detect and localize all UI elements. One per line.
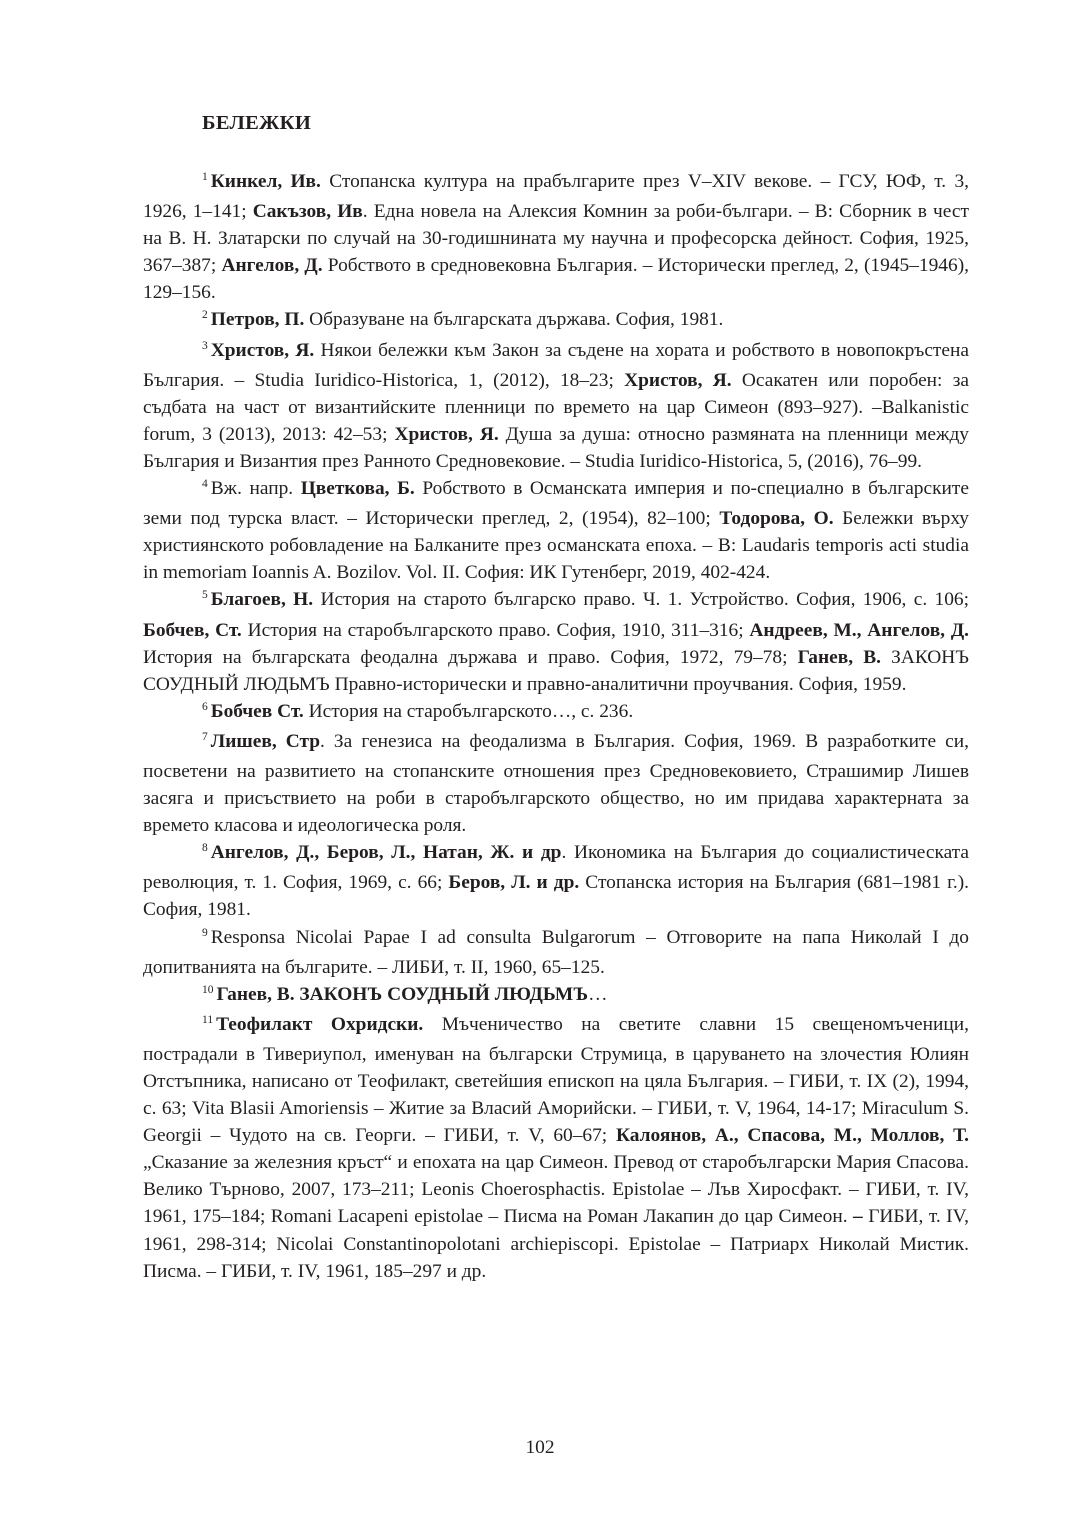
footnote-text: Стопанска култура на прабългарите през V–XIV векове. – ГСУ, ЮФ, т. 3, 1926, 1–141;	[143, 171, 969, 223]
footnote-number: 10	[202, 983, 214, 996]
footnote-text: История на старото българско право. Ч. 1. Устройство. София, 1906, с. 106;	[313, 589, 969, 611]
footnote-5	[143, 586, 969, 697]
footnote-text: История на старобългарското право. София, 1910, 311–316;	[241, 619, 750, 641]
footnote-number: 11	[202, 1013, 214, 1026]
footnote-text: Стопанска история на България (681–1981 г.). София, 1981.	[143, 872, 970, 921]
author-name: Христов, Я.	[394, 423, 499, 445]
section-heading: БЕЛЕЖКИ	[202, 112, 312, 134]
footnote-text: …	[588, 983, 608, 1005]
footnote-number: 6	[202, 700, 208, 713]
author-name: Благоев, Н.	[210, 589, 314, 611]
footnote-10	[143, 981, 969, 1011]
footnote-text: Бележки върху християнското робовладение на Балканите през османската епоха. – В: Laudaris temporis acti studia in memoriam Ioannis A. Bozilov. Vol. II. София: ИК Гутенберг, 2019, 402-424.	[143, 508, 969, 584]
author-name: Теофилакт Охридски.	[216, 1013, 424, 1035]
author-name: Андреев, М., Ангелов, Д.	[749, 619, 970, 641]
footnote-text: Осакатен или поробен: за съдбата на част от византийските пленници по времето на цар Симеон (893–927). –Balkanistic forum, 3 (2013), 2013: 42–53;	[143, 369, 969, 445]
footnote-6	[143, 698, 969, 728]
author-name: Христов, Я.	[210, 339, 315, 361]
footnote-8	[143, 839, 969, 923]
footnote-text: ЗАКОНЪ СОУДНЫЙ ЛЮДЬМЪ Правно-исторически и правно-аналитични проучвания. София, 1959.	[143, 646, 969, 695]
footnote-11	[143, 1011, 969, 1285]
footnote-2	[143, 306, 969, 336]
footnote-text: Responsa Nicolai Papae I ad consulta Bulgarorum – Отговорите на папа Николай I до допитванията на българите. – ЛИБИ, т. II, 1960, 65–125.	[143, 926, 969, 978]
author-name: Беров, Л. и др.	[448, 872, 580, 894]
footnote-text: Някои бележки към Закон за съдене на хората и робството в новопокръстена България. – Studia Iuridico-Historica, 1, (2012), 18–23;	[143, 339, 969, 391]
footnotes-list	[143, 168, 969, 1285]
author-name: Бобчев Ст.	[210, 700, 304, 722]
footnote-text: История на старобългарското…, с. 236.	[303, 700, 634, 722]
footnote-1	[143, 168, 969, 306]
footnote-text: Душа за душа: относно размяната на пленници между България и Византия през Ранното Средновековие. – Studia Iuridico-Historica, 5, (2016), 76–99.	[143, 423, 970, 472]
footnote-text: Мъченичество на светите славни 15 свещеномъченици, пострадали в Тивериупол, именуван на български Струмица, в царуването на злочестия Юлиян Отстъпника, написано от Теофилакт, светейшия епископ на цяла България. – ГИБИ, т. IX (2), 1994, с. 63; Vita Blasii Amoriensis – Житие за Власий Аморийски. – ГИБИ, т. V, 1964, 14-17; Miraculum S. Georgii – Чудото на св. Георги. – ГИБИ, т. V, 60–67;	[143, 1013, 970, 1147]
footnote-text: Образуване на българската държава. София, 1981.	[304, 309, 724, 331]
author-name: Бобчев, Ст.	[143, 619, 242, 641]
footnote-9	[143, 924, 969, 981]
footnote-text: „Сказание за железния кръст“ и епохата на цар Симеон. Превод от старобългарски Мария Спасова. Велико Търново, 2007, 173–211; Leonis Choerosphactis. Epistolae – Лъв Хиросфакт. – ГИБИ, т. IV, 1961, 175–184; Romani Lacapeni epistolae – Писма на Роман Лакапин до цар Симеон.	[143, 1152, 969, 1228]
footnote-text: . Икономика на България до социалистическата революция, т. 1. София, 1969, с. 66;	[143, 842, 970, 894]
footnote-text: Робството в Османската империя и по-специално в българските земи под турска власт. – Исторически преглед, 2, (1954), 82–100;	[143, 478, 969, 530]
footnote-number: 9	[202, 926, 208, 939]
footnote-number: 8	[202, 842, 208, 855]
footnote-7	[143, 728, 969, 839]
footnote-text: Вж. напр.	[210, 478, 301, 500]
footnote-number: 2	[202, 309, 208, 322]
author-name: Ангелов, Д.	[221, 255, 323, 277]
author-name: –	[853, 1206, 863, 1228]
author-name: Калоянов, А., Спасова, М., Моллов, Т.	[615, 1125, 969, 1147]
author-name: Лишев, Стр	[210, 730, 321, 752]
footnote-text: История на българската феодална държава и право. София, 1972, 79–78;	[143, 646, 798, 668]
author-name: Цветкова, Б.	[300, 478, 415, 500]
footnote-4	[143, 475, 969, 586]
author-name: Ангелов, Д., Беров, Л., Натан, Ж. и др	[210, 842, 562, 864]
author-name: Христов, Я.	[624, 369, 732, 391]
footnote-text: Робството в средновековна България. – Исторически преглед, 2, (1945–1946), 129–156.	[143, 255, 969, 304]
author-name: Петров, П.	[210, 309, 305, 331]
footnote-number: 4	[202, 478, 208, 491]
footnote-3	[143, 337, 969, 475]
author-name: Тодорова, О.	[719, 508, 834, 530]
author-name: Кинкел, Ив.	[210, 171, 321, 192]
footnote-text: . За генезиса на феодализма в България. София, 1969. В разработките си, посветени на развитието на стопанските отношения през Средновековието, Страшимир Лишев засяга и присъствието на роби в старобългарското общество, но им придава характерната за времето класова и идеологическа роля.	[143, 730, 969, 837]
footnote-number: 1	[202, 171, 208, 183]
author-name: Ганев, В.	[797, 646, 881, 668]
author-name: Ганев, В. ЗАКОНЪ СОУДНЫЙ ЛЮДЬМЪ	[216, 983, 589, 1005]
footnote-number: 5	[202, 589, 208, 602]
author-name: Сакъзов, Ив	[252, 201, 363, 223]
footnote-number: 3	[202, 339, 208, 352]
footnote-number: 7	[202, 730, 208, 743]
footnote-text: ГИБИ, т. IV, 1961, 298-314; Nicolai Constantinopolotani archiepiscopi. Epistolae – Патриарх Николай Мистик. Писма. – ГИБИ, т. IV, 1961, 185–297 и др.	[143, 1206, 969, 1282]
page-number: 102	[525, 1437, 555, 1458]
footnote-text: . Една новела на Алексия Комнин за роби-българи. – В: Сборник в чест на В. Н. Златарски по случай на 30-годишнината му научна и професорска дейност. София, 1925, 367–387;	[143, 201, 969, 277]
